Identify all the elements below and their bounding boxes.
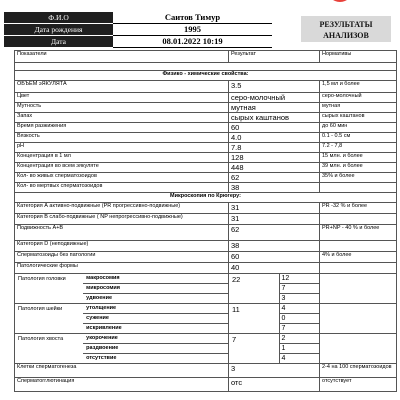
table-row bbox=[15, 203, 397, 214]
pathology-count-row bbox=[279, 293, 320, 303]
parameter-name: Клетки сперматогенеза bbox=[15, 364, 229, 378]
result-value: мутная bbox=[229, 103, 320, 113]
pathology-subtype-row bbox=[83, 274, 228, 283]
result-value: 31 bbox=[229, 203, 320, 214]
pathology-subtype-label: сужение bbox=[86, 315, 109, 321]
parameter-name: Концентрация в 1 мл bbox=[15, 153, 229, 163]
pathology-subtype-row bbox=[83, 353, 228, 363]
parameter-name: Сперматозоиды без патологии bbox=[15, 252, 229, 263]
pathology-count: 0 bbox=[279, 314, 320, 323]
table-row bbox=[15, 143, 397, 153]
table-row bbox=[15, 173, 397, 183]
parameter-name: Кол- во живых сперматозоидов bbox=[15, 173, 229, 183]
parameter-name: Патологические формы bbox=[15, 263, 229, 274]
result-value: 31 bbox=[229, 214, 320, 225]
table-row bbox=[15, 163, 397, 173]
result-value: 7.8 bbox=[229, 143, 320, 153]
pathology-subtype-row bbox=[83, 343, 228, 353]
report-date: 08.01.2022 10:19 bbox=[113, 36, 272, 48]
pathology-subtypes bbox=[83, 304, 228, 333]
norm-value bbox=[320, 274, 397, 304]
table-row bbox=[15, 225, 397, 241]
pathology-subtype-label: удвоение bbox=[86, 295, 113, 301]
result-column-header: Результат bbox=[229, 51, 320, 63]
header-row-name bbox=[4, 12, 272, 24]
parameter-name: Запах bbox=[15, 113, 229, 123]
table-row bbox=[15, 378, 397, 392]
parameter-name: pH bbox=[15, 143, 229, 153]
pathology-subtype-label: раздвоение bbox=[86, 345, 119, 351]
results-table bbox=[14, 50, 397, 392]
result-value: 38 bbox=[229, 241, 320, 252]
pathology-count: 12 bbox=[279, 274, 320, 283]
parameter-name: ОБЪЕМ эЯКУЛЯТА bbox=[15, 81, 229, 93]
pathology-count-row bbox=[279, 313, 320, 323]
results-badge bbox=[301, 16, 391, 42]
pathology-count-row bbox=[279, 343, 320, 353]
pathology-result-cell bbox=[229, 334, 320, 364]
pathology-subtypes bbox=[83, 274, 228, 303]
section-title: Микроскопия по Крюгеру: bbox=[15, 193, 397, 203]
norm-value: 15 млн. и более bbox=[320, 153, 397, 163]
norm-value: до 60 мин bbox=[320, 123, 397, 133]
pathology-subtype-row bbox=[83, 334, 228, 343]
patient-name: Саитов Тимур bbox=[113, 12, 272, 24]
pathology-count-row bbox=[279, 274, 320, 283]
parameter-name: Вязкость bbox=[15, 133, 229, 143]
norm-value: 4% и более bbox=[320, 252, 397, 263]
parameter-name: Цвет bbox=[15, 93, 229, 103]
pathology-subtypes bbox=[83, 334, 228, 363]
result-value: 3.5 bbox=[229, 81, 320, 93]
norm-value: 7.2 - 7,8 bbox=[320, 143, 397, 153]
norm-value: мутная bbox=[320, 103, 397, 113]
parameter-name: Подвижность А+В bbox=[15, 225, 229, 241]
table-row bbox=[15, 133, 397, 143]
header-label: Дата bbox=[4, 36, 113, 48]
pathology-counts bbox=[279, 304, 320, 333]
parameter-name: Мутность bbox=[15, 103, 229, 113]
table-row bbox=[15, 113, 397, 123]
pathology-count: 3 bbox=[279, 294, 320, 303]
pathology-subtype-row bbox=[83, 313, 228, 323]
pathology-count: 7 bbox=[279, 284, 320, 293]
table-row bbox=[15, 214, 397, 225]
result-value: 128 bbox=[229, 153, 320, 163]
table-row bbox=[15, 241, 397, 252]
pathology-row bbox=[15, 274, 397, 304]
norm-value bbox=[320, 334, 397, 364]
result-value: 38 bbox=[229, 183, 320, 193]
pathology-count-row bbox=[279, 334, 320, 343]
header-label: Ф.И.О bbox=[4, 12, 113, 24]
header-row-dob bbox=[4, 24, 272, 36]
parameter-name: Концентрация во всем эякуляте bbox=[15, 163, 229, 173]
pathology-count: 1 bbox=[279, 344, 320, 353]
patient-header bbox=[4, 12, 272, 48]
header-label: Дата рождения bbox=[4, 24, 113, 36]
norm-value: 0.1 - 0.5 см bbox=[320, 133, 397, 143]
spacer-cell bbox=[15, 63, 397, 71]
table-row bbox=[15, 93, 397, 103]
pathology-subtype-label: отсутствие bbox=[86, 355, 117, 361]
pathology-name: Патология шейки bbox=[18, 306, 63, 312]
norm-value bbox=[320, 241, 397, 252]
result-value: 448 bbox=[229, 163, 320, 173]
result-value: отс bbox=[229, 378, 320, 392]
badge-line: АНАЛИЗОВ bbox=[323, 31, 369, 40]
norm-value bbox=[320, 304, 397, 334]
pathology-count-row bbox=[279, 283, 320, 293]
norm-value: 2-4 на 100 сперматозоидов bbox=[320, 364, 397, 378]
pathology-cell bbox=[15, 274, 229, 304]
pathology-subtype-label: укорочение bbox=[86, 335, 118, 341]
norm-value: 35% и более bbox=[320, 173, 397, 183]
pathology-row bbox=[15, 304, 397, 334]
pathology-subtype-label: искривление bbox=[86, 325, 122, 331]
header-row-date bbox=[4, 36, 272, 48]
pathology-count-row bbox=[279, 323, 320, 333]
badge-line: РЕЗУЛЬТАТЫ bbox=[319, 20, 373, 29]
table-row bbox=[15, 263, 397, 274]
section-title: Физико - химические свойства: bbox=[15, 71, 397, 81]
parameter-name: Сперматогглютинация bbox=[15, 378, 229, 392]
lab-logo bbox=[327, 0, 353, 2]
result-value: серо-молочный bbox=[229, 93, 320, 103]
section-row bbox=[15, 71, 397, 81]
table-row bbox=[15, 183, 397, 193]
pathology-count: 4 bbox=[279, 354, 320, 363]
result-value: 40 bbox=[229, 263, 320, 274]
result-value: 60 bbox=[229, 123, 320, 133]
result-value: сырых каштанов bbox=[229, 113, 320, 123]
table-row bbox=[15, 81, 397, 93]
parameter-name: Кол- во мертвых сперматозоидов bbox=[15, 183, 229, 193]
result-value: 3 bbox=[229, 364, 320, 378]
pathology-subtype-label: микросомия bbox=[86, 285, 121, 291]
pathology-subtype-row bbox=[83, 283, 228, 293]
result-value: 62 bbox=[229, 173, 320, 183]
pathology-count-row bbox=[279, 353, 320, 363]
pathology-subtype-label: макросомия bbox=[86, 275, 120, 281]
pathology-result-cell bbox=[229, 274, 320, 304]
parameter-name: Время разжижения bbox=[15, 123, 229, 133]
pathology-subtype-row bbox=[83, 293, 228, 303]
pathology-total: 11 bbox=[232, 305, 240, 314]
parameter-name: Категория А активно-подвижные (PR прогрессивно-подвижные) bbox=[15, 203, 229, 214]
parameter-column-header: Показатели bbox=[15, 51, 229, 63]
pathology-name: Патология головки bbox=[18, 276, 66, 282]
pathology-cell bbox=[15, 334, 229, 364]
result-value: 62 bbox=[229, 225, 320, 241]
result-value: 60 bbox=[229, 252, 320, 263]
table-row bbox=[15, 103, 397, 113]
pathology-total: 22 bbox=[232, 275, 241, 284]
column-header-row bbox=[15, 51, 397, 63]
pathology-count: 2 bbox=[279, 334, 320, 343]
pathology-count: 7 bbox=[279, 324, 320, 333]
result-value: 4.0 bbox=[229, 133, 320, 143]
pathology-count-row bbox=[279, 304, 320, 313]
norm-value: 39 млн. и более bbox=[320, 163, 397, 173]
pathology-counts bbox=[279, 334, 320, 363]
parameter-name: Категория В слабо-подвижные ( NP непрогрессивно-подвижные) bbox=[15, 214, 229, 225]
norm-column-header: Нормативы bbox=[320, 51, 397, 63]
pathology-total: 7 bbox=[232, 335, 237, 344]
norm-value: PR -32 % и более bbox=[320, 203, 397, 214]
pathology-subtype-row bbox=[83, 323, 228, 333]
pathology-name: Патология хвоста bbox=[18, 336, 64, 342]
pathology-subtype-label: утолщение bbox=[86, 305, 117, 311]
norm-value: 1,5 мл и более bbox=[320, 81, 397, 93]
table-row bbox=[15, 364, 397, 378]
section-row bbox=[15, 193, 397, 203]
pathology-row bbox=[15, 334, 397, 364]
patient-birth-year: 1995 bbox=[113, 24, 272, 36]
norm-value: серо-молочный bbox=[320, 93, 397, 103]
spacer-row bbox=[15, 63, 397, 71]
pathology-count: 4 bbox=[279, 304, 320, 313]
pathology-cell bbox=[15, 304, 229, 334]
norm-value: PR+NP - 40 % и более bbox=[320, 225, 397, 241]
table-row bbox=[15, 252, 397, 263]
parameter-name: Категория D (неподвижные) bbox=[15, 241, 229, 252]
norm-value bbox=[320, 183, 397, 193]
table-row bbox=[15, 153, 397, 163]
pathology-subtype-row bbox=[83, 304, 228, 313]
norm-value bbox=[320, 214, 397, 225]
table-row bbox=[15, 123, 397, 133]
pathology-result-cell bbox=[229, 304, 320, 334]
norm-value bbox=[320, 263, 397, 274]
pathology-counts bbox=[279, 274, 320, 303]
norm-value: сырых каштанов bbox=[320, 113, 397, 123]
norm-value: отсутствует bbox=[320, 378, 397, 392]
